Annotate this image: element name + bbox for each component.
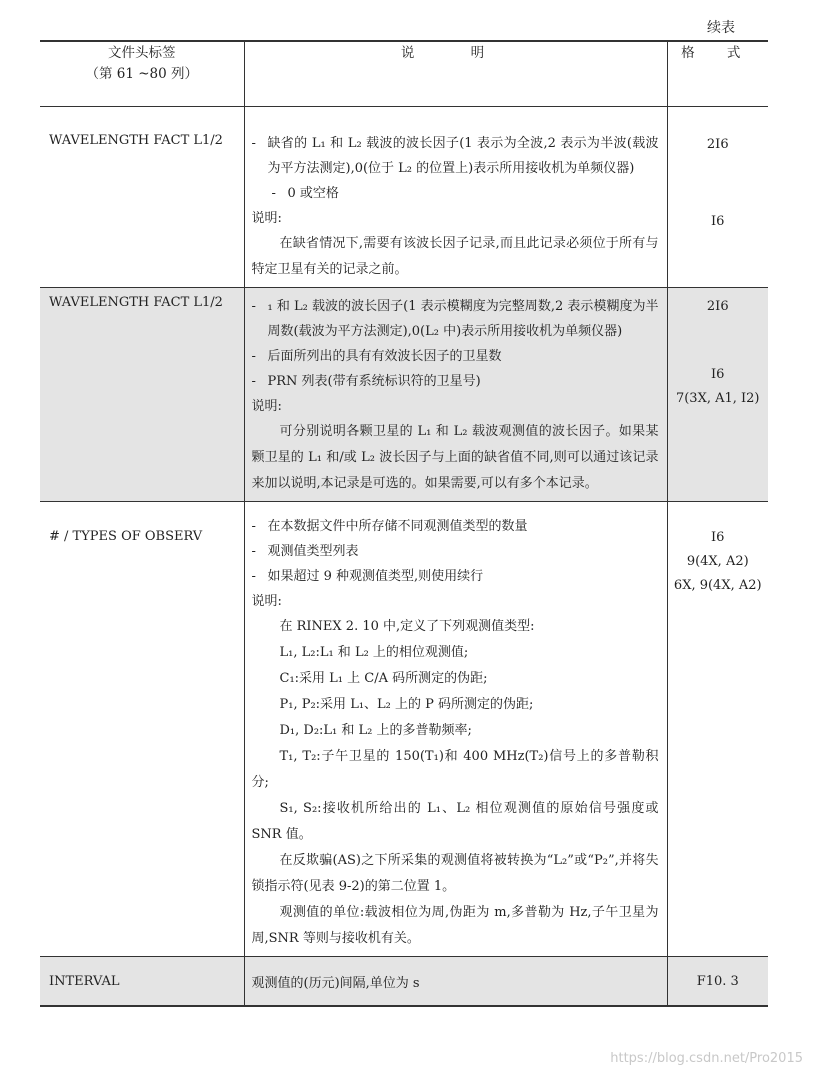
note-paragraph: 可分别说明各颗卫星的 L₁ 和 L₂ 载波观测值的波长因子。如果某颗卫星的 L₁ 和/或 L₂ 波长因子与上面的缺省值不同,则可以通过该记录来加以说明,本记录是可选的。如果需要,可以有多个本记录。	[251, 424, 659, 491]
table-header-row	[40, 41, 768, 107]
list-item: - 缺省的 L₁ 和 L₂ 载波的波长因子(1 表示为全波,2 表示为半波(载波为平方法测定),0(位于 L₂ 的位置上)表示所用接收机为单频仪器)	[251, 136, 659, 176]
list-item: - 后面所列出的具有有效波长因子的卫星数	[251, 349, 502, 364]
row-description	[244, 502, 667, 957]
list-item: - 观测值类型列表	[251, 544, 359, 559]
format-value: I6	[711, 530, 725, 545]
note-paragraph: 观测值的单位:载波相位为周,伪距为 m,多普勒为 Hz,子午卫星为周,SNR 等则与接收机有关。	[251, 905, 659, 946]
header-col1-line2: （第 61 ~80 列）	[85, 66, 199, 82]
note-paragraph: D₁, D₂:L₁ 和 L₂ 上的多普勒频率;	[279, 723, 472, 738]
note-paragraph: 在缺省情况下,需要有该波长因子记录,而且此记录必须位于所有与特定卫星有关的记录之前。	[251, 236, 659, 277]
header-description-column: 说 明	[244, 41, 667, 107]
format-value: 6X, 9(4X, A2)	[673, 578, 762, 593]
note-title: 说明:	[251, 211, 282, 226]
header-format-column: 格 式	[667, 41, 768, 107]
rinex-header-table	[40, 40, 768, 1007]
header-col1-line1: 文件头标签	[108, 45, 176, 61]
continued-label: 续表	[707, 20, 735, 36]
note-title: 说明:	[251, 594, 282, 609]
note-paragraph: S₁, S₂:接收机所给出的 L₁、L₂ 相位观测值的原始信号强度或 SNR 值。	[251, 801, 659, 842]
table-row	[40, 502, 768, 957]
note-paragraph: 在反欺骗(AS)之下所采集的观测值将被转换为“L₂”或“P₂”,并将失锁指示符(见表 9-2)的第二位置 1。	[251, 853, 659, 894]
list-item: - 0 或空格	[271, 186, 339, 201]
format-value: 7(3X, A1, I2)	[675, 391, 760, 406]
list-item: - ₁ 和 L₂ 载波的波长因子(1 表示模糊度为完整周数,2 表示模糊度为半周数(载波为平方法测定),0(L₂ 中)表示所用接收机为单频仪器)	[251, 299, 659, 339]
row-format: F10. 3	[667, 957, 768, 1007]
row-description: 观测值的(历元)间隔,单位为 s	[244, 957, 667, 1007]
list-item: - 在本数据文件中所存储不同观测值类型的数量	[251, 519, 528, 534]
format-value: 2I6	[706, 299, 729, 314]
row-format	[667, 502, 768, 957]
note-title: 说明:	[251, 399, 282, 414]
format-value: I6	[711, 367, 725, 382]
row-label: # / TYPES OF OBSERV	[40, 502, 244, 957]
note-paragraph: 在 RINEX 2. 10 中,定义了下列观测值类型:	[279, 619, 535, 634]
row-label: INTERVAL	[40, 957, 244, 1007]
format-value: 2I6	[706, 137, 729, 152]
note-paragraph: L₁, L₂:L₁ 和 L₂ 上的相位观测值;	[279, 645, 469, 660]
list-item: - 如果超过 9 种观测值类型,则使用续行	[251, 569, 484, 584]
note-paragraph: T₁, T₂:子午卫星的 150(T₁)和 400 MHz(T₂)信号上的多普勒积分;	[251, 749, 659, 790]
row-label: WAVELENGTH FACT L1/2	[40, 288, 244, 502]
format-value: 9(4X, A2)	[686, 554, 749, 569]
note-paragraph: P₁, P₂:采用 L₁、L₂ 上的 P 码所测定的伪距;	[279, 697, 534, 712]
table-row	[40, 288, 768, 502]
format-value: I6	[711, 214, 725, 229]
row-description	[244, 288, 667, 502]
row-label: WAVELENGTH FACT L1/2	[40, 107, 244, 288]
row-description	[244, 107, 667, 288]
row-format	[667, 288, 768, 502]
list-item: - PRN 列表(带有系统标识符的卫星号)	[251, 374, 481, 389]
header-label-column	[40, 41, 244, 107]
table-row	[40, 107, 768, 288]
row-format	[667, 107, 768, 288]
note-paragraph: C₁:采用 L₁ 上 C/A 码所测定的伪距;	[279, 671, 488, 686]
table-row	[40, 957, 768, 1007]
watermark: https://blog.csdn.net/Pro2015	[610, 1051, 803, 1066]
